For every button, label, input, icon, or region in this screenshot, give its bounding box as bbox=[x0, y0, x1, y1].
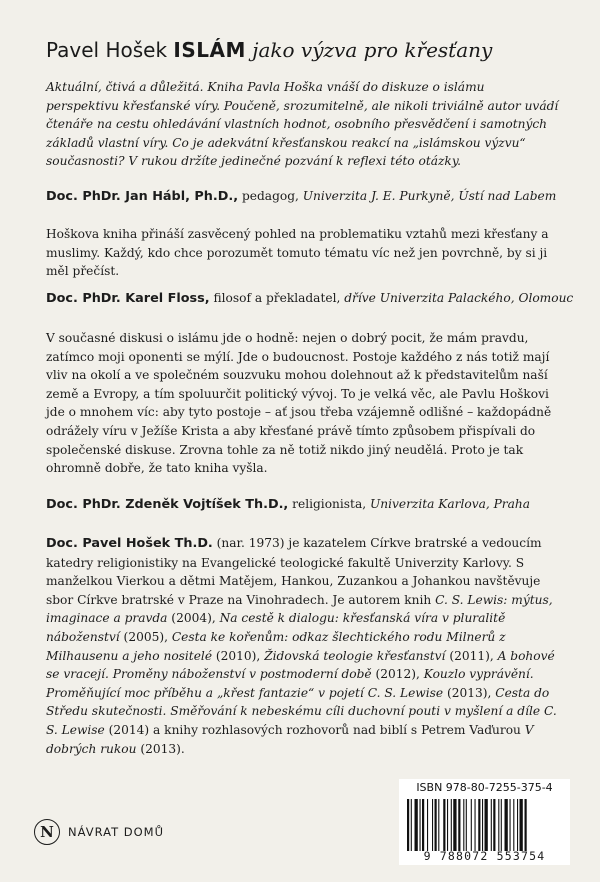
reviewer-name: Doc. PhDr. Jan Hábl, Ph.D., bbox=[46, 189, 239, 204]
isbn-label: ISBN 978-80-7255-375-4 bbox=[416, 781, 553, 794]
review-3-text: V současné diskusi o islámu jde o hodně: nejen o dobrý pocit, že mám pravdu, zatímco moji oponenti se mýlí. Jde o budoucnost. Postoje každého z nás totiž mají vliv na okolí a ve společném souzvuku mohou dolehnout až k představitelům naší země a Evropy, a tím spoluurčit politický vývoj. To je velká věc, ale Pavlu Hoškovi jde o mnohem víc: aby tyto postoje – ať jsou třeba vzájemně odlišné – každopádně odrážely víru v Ježíše Krista a aby křesťané právě tímto způsobem přispívali do společenské diskuse. Zrovna tohle za ně totiž nikdo jiný neudělá. Proto je tak ohromně dobře, že tato kniha vyšla. bbox=[46, 331, 552, 476]
reviewer-name: Doc. PhDr. Karel Floss, bbox=[46, 291, 210, 306]
review-3-signature bbox=[46, 497, 576, 512]
cover-title bbox=[46, 38, 566, 62]
bio-author-name: Doc. Pavel Hošek Th.D. bbox=[46, 536, 213, 551]
title-main: ISLÁM bbox=[173, 38, 246, 62]
review-2-text: Hoškova kniha přináší zasvěcený pohled na problematiku vztahů mezi křesťany a muslimy. Každý, kdo chce porozumět tomuto tématu víc než jen povrchně, by si ji měl přečíst. bbox=[46, 227, 549, 279]
title-subtitle: jako výzva pro křesťany bbox=[252, 38, 493, 62]
review-2-signature bbox=[46, 291, 576, 306]
reviewer-affiliation: Univerzita Karlova, Praha bbox=[369, 497, 531, 511]
reviewer-affiliation: Univerzita J. E. Purkyně, Ústí nad Labem bbox=[302, 189, 557, 203]
title-author: Pavel Hošek bbox=[46, 38, 168, 62]
reviewer-affiliation: dříve Univerzita Palackého, Olomouc bbox=[344, 291, 574, 305]
reviewer-role: filosof a překladatel, bbox=[209, 291, 345, 305]
barcode-digits: 9 788072 553754 bbox=[423, 849, 546, 863]
publisher-logo-icon: N bbox=[34, 819, 60, 845]
publisher-name: NÁVRAT DOMŮ bbox=[68, 825, 165, 839]
isbn-barcode-box bbox=[399, 779, 570, 865]
publisher-mark bbox=[34, 817, 164, 847]
author-bio: Doc. Pavel Hošek Th.D. (nar. 1973) je kazatelem Církve bratrské a vedoucím katedry religionistiky na Evangelické teologické fakultě Univerzity Karlovy. S manželkou Vierkou a dětmi Matějem, Hankou, Zuzankou a Johankou navštěvuje sbor Církve bratrské v Praze na Vinohradech. Je autorem knih C. S. Lewis: mýtus, imaginace a pravda (2004), Na cestě k dialogu: křesťanská víra v pluralitě náboženství (2005), Cesta ke kořenům: odkaz šlechtického rodu Milnerů z Milhausenu a jeho nositelé (2010), Židovská teologie křesťanství (2011), A bohové se vracejí. Proměny náboženství v postmoderní době (2012), Kouzlo vyprávění. Proměňující moc příběhu a „křest fantazie“ v pojetí C. S. Lewise (2013), Cesta do Středu skutečnosti. Směřování k nebeskému cíli duchovní pouti v myšlení a díle C. S. Lewise (2014) a knihy rozhlasových rozhovorů nad biblí s Petrem Vaďurou V dobrých rukou (2013). bbox=[46, 536, 557, 756]
review-1-text: Aktuální, čtivá a důležitá. Kniha Pavla Hoška vnáší do diskuze o islámu perspektivu křesťanské víry. Poučeně, srozumitelně, ale nikoli triviálně autor uvádí čtenáře na cestu ohledávání vlastních hodnot, osobního přesvědčení i samotných základů vlastní víry. Co je adekvátní křesťanskou reakcí na „islámskou výzvu“ současnosti? V rukou držíte jedinečné pozvání k reflexi této otázky. bbox=[46, 80, 559, 169]
reviewer-role: religionista, bbox=[288, 497, 370, 511]
reviewer-name: Doc. PhDr. Zdeněk Vojtíšek Th.D., bbox=[46, 497, 289, 512]
reviewer-role: pedagog, bbox=[238, 189, 303, 203]
barcode-icon bbox=[405, 799, 564, 851]
review-1-signature bbox=[46, 189, 576, 204]
